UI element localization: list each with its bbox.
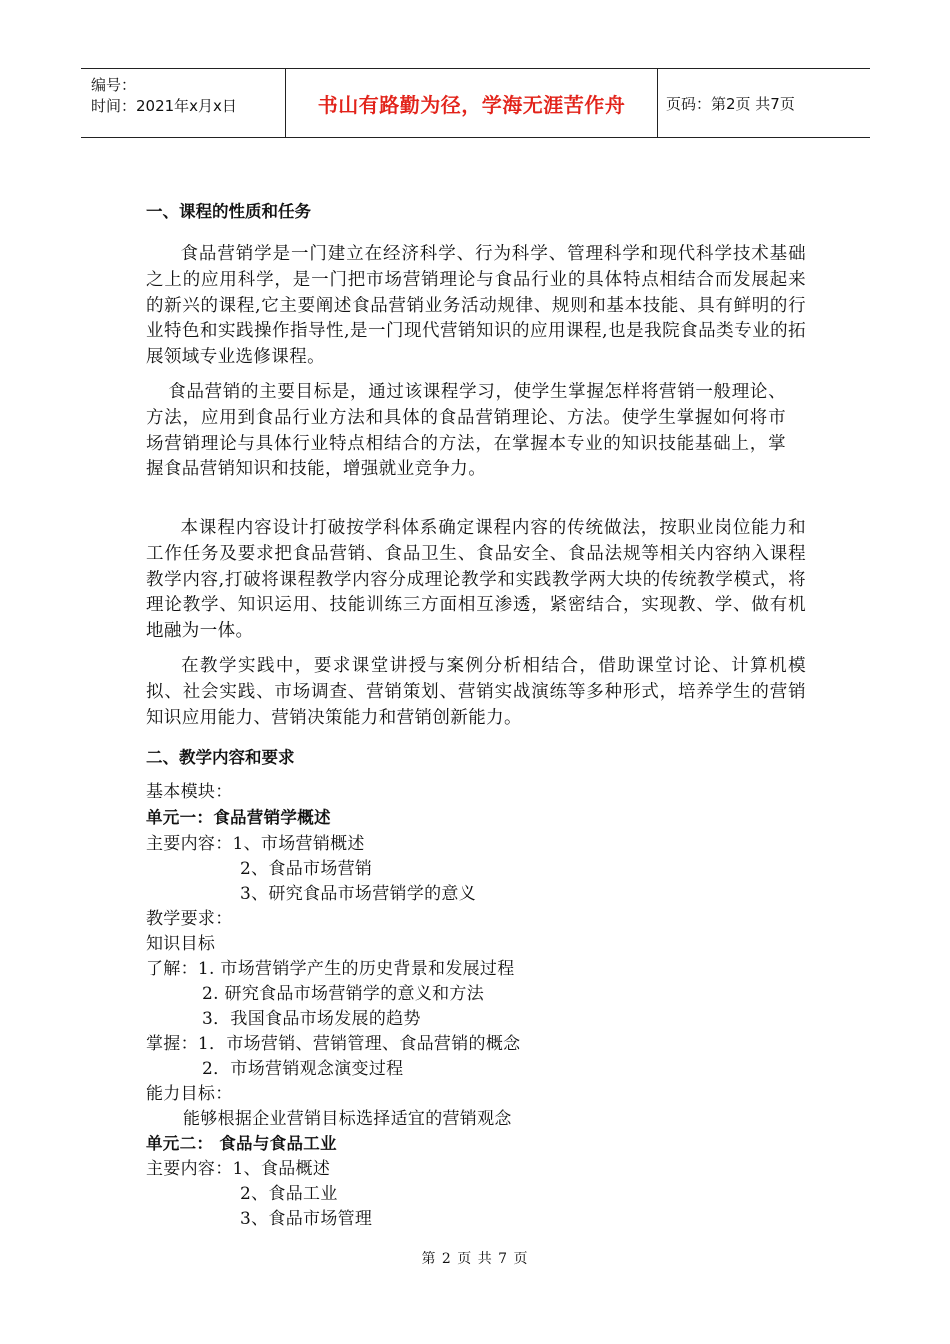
unit1-requirements-label: 教学要求：: [146, 909, 233, 929]
unit1-understand-3: 3．我国食品市场发展的趋势: [202, 1009, 421, 1029]
unit2-content-3: 3、食品市场管理: [240, 1209, 373, 1229]
unit2-content-2: 2、食品工业: [240, 1184, 338, 1204]
header-meta: [81, 69, 285, 137]
unit1-master-2: 2．市场营销观念演变过程: [202, 1059, 404, 1079]
document-header: [81, 68, 870, 138]
unit1-content-1: 主要内容：1、市场营销概述: [146, 834, 365, 854]
unit2-title: 单元二： 食品与食品工业: [146, 1134, 337, 1153]
unit1-content-3: 3、研究食品市场营销学的意义: [240, 884, 477, 904]
paragraph-text: 食品营销的主要目标是，通过该课程学习，使学生掌握怎样将营销一般理论、方法，应用到食品行业方法和具体的食品营销理论、方法。使学生掌握如何将市场营销理论与具体行业特点相结合的方法，在掌握本专业的知识技能基础上，掌握食品营销知识和技能，增强就业竞争力。: [146, 382, 786, 480]
paragraph-text: 食品营销学是一门建立在经济科学、行为科学、管理科学和现代科学技术基础之上的应用科学，是一门把市场营销理论与食品行业的具体特点相结合而发展起来的新兴的课程,它主要阐述食品营销业务活动规律、规则和基本技能、具有鲜明的行业特色和实践操作指导性,是一门现代营销知识的应用课程,也是我院食品类专业的拓展领域专业选修课程。: [146, 244, 806, 368]
header-page-label: 页码：第2页 共7页: [666, 94, 795, 113]
section1-title: 一、课程的性质和任务: [146, 202, 311, 221]
section1-paragraph-1: [146, 242, 806, 371]
unit1-ability-1: 能够根据企业营销目标选择适宜的营销观念: [183, 1109, 512, 1129]
section1-paragraph-3: [146, 516, 806, 645]
basic-modules-label: 基本模块：: [146, 782, 233, 802]
unit1-understand-1: 了解：1. 市场营销学产生的历史背景和发展过程: [146, 959, 515, 979]
unit1-ability-label: 能力目标：: [146, 1084, 233, 1104]
paragraph-text: 本课程内容设计打破按学科体系确定课程内容的传统做法，按职业岗位能力和工作任务及要求把食品营销、食品卫生、食品安全、食品法规等相关内容纳入课程教学内容,打破将课程教学内容分成理论教学和实践教学两大块的传统教学模式，将理论教学、知识运用、技能训练三方面相互渗透，紧密结合，实现教、学、做有机地融为一体。: [146, 518, 806, 642]
unit1-knowledge-label: 知识目标: [146, 934, 216, 954]
unit1-content-2: 2、食品市场营销: [240, 859, 373, 879]
number-label: 编号：: [91, 76, 137, 94]
header-motto: 书山有路勤为径，学海无涯苦作舟: [285, 69, 658, 137]
section1-paragraph-2: [146, 380, 786, 483]
paragraph-text: 在教学实践中，要求课堂讲授与案例分析相结合，借助课堂讨论、计算机模拟、社会实践、市场调查、营销策划、营销实战演练等多种形式，培养学生的营销知识应用能力、营销决策能力和营销创新能力。: [146, 656, 806, 728]
unit1-master-1: 掌握：1．市场营销、营销管理、食品营销的概念: [146, 1034, 521, 1054]
time-label: 时间：2021年x月x日: [91, 97, 237, 115]
unit1-understand-2: 2. 研究食品市场营销学的意义和方法: [202, 984, 485, 1004]
page-footer: 第 2 页 共 7 页: [421, 1251, 529, 1267]
section1-paragraph-4: [146, 654, 806, 731]
unit2-content-1: 主要内容：1、食品概述: [146, 1159, 331, 1179]
unit1-title: 单元一：食品营销学概述: [146, 808, 331, 827]
section2-title: 二、教学内容和要求: [146, 748, 295, 767]
